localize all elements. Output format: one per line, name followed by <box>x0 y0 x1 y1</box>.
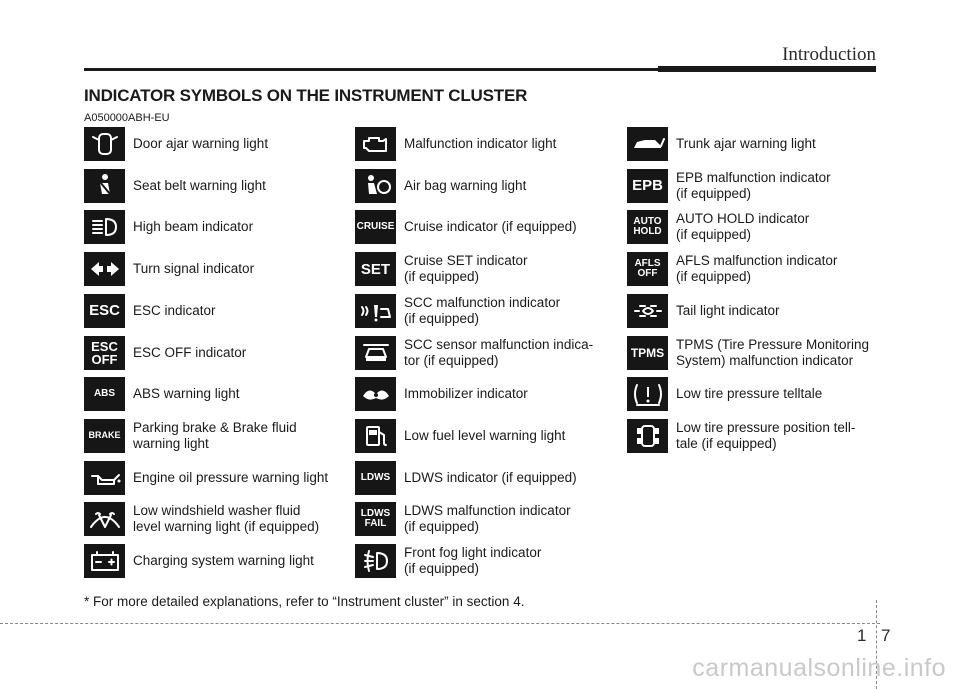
indicator-label: Trunk ajar warning light <box>676 136 816 151</box>
indicator-item <box>627 376 822 412</box>
scc-malfunction-icon <box>355 294 396 328</box>
indicator-item <box>355 543 541 579</box>
indicator-item <box>84 335 246 371</box>
indicator-label: ESC OFF indicator <box>133 344 247 360</box>
indicator-item <box>355 168 526 204</box>
indicator-label: Low tire pressure telltale <box>676 386 823 402</box>
icon-text: SET <box>360 260 391 278</box>
battery-icon <box>84 544 125 578</box>
indicator-item <box>627 293 780 329</box>
page-number: 7 <box>881 626 891 645</box>
indicator-label: SCC sensor malfunction indica- tor (if equipped) <box>404 336 594 368</box>
immobilizer-icon <box>355 377 396 411</box>
icon-text: CRUISE <box>356 221 395 233</box>
section-title: INDICATOR SYMBOLS ON THE INSTRUMENT CLUSTER <box>84 86 528 105</box>
indicator-label: Air bag warning light <box>404 177 527 193</box>
auto-hold-icon <box>627 210 668 244</box>
ldws-icon <box>355 461 396 495</box>
indicator-item <box>355 460 577 496</box>
indicator-label: Door ajar warning light <box>133 136 269 151</box>
ldws-fail-icon <box>355 502 396 536</box>
engine-check-icon <box>355 127 396 161</box>
icon-text: LDWS <box>360 471 391 483</box>
indicator-item <box>627 126 816 162</box>
icon-text: ESC <box>89 302 120 320</box>
indicator-item <box>355 335 593 371</box>
icon-text: AFLS OFF <box>634 258 661 280</box>
indicator-label: Charging system warning light <box>133 553 314 568</box>
indicator-label: Cruise indicator (if equipped) <box>404 219 577 235</box>
chapter-number: 1 <box>857 626 867 645</box>
brake-icon <box>84 419 125 453</box>
indicator-item <box>84 376 240 412</box>
indicator-item <box>627 209 809 245</box>
icon-text: ESC OFF <box>91 338 118 367</box>
section-code: A050000ABH-EU <box>84 112 170 124</box>
esc-icon <box>84 294 125 328</box>
indicator-label: EPB malfunction indicator (if equipped) <box>676 169 831 201</box>
indicator-label: ABS warning light <box>133 386 240 402</box>
indicator-label: Low windshield washer fluid level warning light (if equipped) <box>133 503 320 535</box>
indicator-label: LDWS malfunction indicator (if equipped) <box>404 503 571 535</box>
indicator-label: SCC malfunction indicator (if equipped) <box>404 294 561 326</box>
scc-sensor-icon <box>355 336 396 370</box>
indicator-label: High beam indicator <box>133 219 254 235</box>
tpms-icon <box>627 336 668 370</box>
esc-off-icon <box>84 336 125 370</box>
indicator-label: LDWS indicator (if equipped) <box>404 469 577 485</box>
cruise-set-icon <box>355 252 396 286</box>
indicator-item <box>355 501 571 537</box>
fuel-icon <box>355 419 396 453</box>
indicator-item <box>84 251 254 287</box>
indicator-label: Cruise SET indicator (if equipped) <box>404 253 528 285</box>
indicator-label: Turn signal indicator <box>133 261 255 277</box>
footnote: * For more detailed explanations, refer to “Instrument cluster” in section 4. <box>84 594 525 609</box>
indicator-item <box>627 251 837 287</box>
indicator-item <box>355 293 560 329</box>
indicator-item <box>355 126 556 162</box>
indicator-item <box>84 460 328 496</box>
indicator-label: Engine oil pressure warning light <box>133 469 329 485</box>
fog-light-icon <box>355 544 396 578</box>
indicator-item <box>84 293 216 329</box>
trunk-ajar-icon <box>627 127 668 161</box>
indicator-label: Seat belt warning light <box>133 177 266 193</box>
epb-icon <box>627 169 668 203</box>
indicator-label: Tail light indicator <box>676 302 780 318</box>
indicator-label: Front fog light indicator (if equipped) <box>404 545 542 576</box>
indicator-label: Malfunction indicator light <box>404 136 557 151</box>
indicator-label: Low tire pressure position tell- tale (if equipped) <box>676 419 856 451</box>
indicator-item <box>355 251 528 287</box>
indicator-item <box>84 501 319 537</box>
indicator-label: AUTO HOLD indicator (if equipped) <box>676 211 810 243</box>
indicator-item <box>627 335 869 371</box>
indicator-item <box>84 126 268 162</box>
tail-light-icon <box>627 294 668 328</box>
air-bag-icon <box>355 169 396 203</box>
low-tire-icon <box>627 377 668 411</box>
washer-fluid-icon <box>84 502 125 536</box>
indicator-item <box>84 543 314 579</box>
tire-position-icon <box>627 419 668 453</box>
indicator-label: AFLS malfunction indicator (if equipped) <box>676 253 838 285</box>
turn-signal-icon <box>84 252 125 286</box>
indicator-item <box>627 168 831 204</box>
indicator-item <box>627 418 855 454</box>
door-ajar-icon <box>84 127 125 161</box>
indicator-label: ESC indicator <box>133 302 216 318</box>
indicator-item <box>84 168 266 204</box>
cruise-icon <box>355 210 396 244</box>
high-beam-icon <box>84 210 125 244</box>
abs-icon <box>84 377 125 411</box>
icon-text: LDWS FAIL <box>360 508 391 530</box>
indicator-item <box>84 209 253 245</box>
indicator-item <box>84 418 297 454</box>
afls-icon <box>627 252 668 286</box>
indicator-label: Low fuel level warning light <box>404 427 566 443</box>
header-rule-thick <box>658 66 876 72</box>
icon-text: TPMS <box>630 345 665 360</box>
indicator-label: Parking brake & Brake fluid warning light <box>133 419 297 451</box>
icon-text: EPB <box>632 177 663 195</box>
indicator-label: Immobilizer indicator <box>404 386 528 402</box>
header-rule <box>84 68 660 71</box>
indicator-item <box>355 376 528 412</box>
indicator-item <box>355 209 577 245</box>
icon-text: BRAKE <box>88 430 121 441</box>
oil-pressure-icon <box>84 461 125 495</box>
bottom-rule <box>0 623 880 624</box>
page-header-title: Introduction <box>782 44 876 65</box>
icon-text: ABS <box>93 388 116 400</box>
watermark: carmanualsonline.info <box>692 654 946 682</box>
icon-text: AUTO HOLD <box>633 216 662 238</box>
indicator-item <box>355 418 565 454</box>
indicator-label: TPMS (Tire Pressure Monitoring System) malfunction indicator <box>676 336 870 368</box>
seat-belt-icon <box>84 169 125 203</box>
